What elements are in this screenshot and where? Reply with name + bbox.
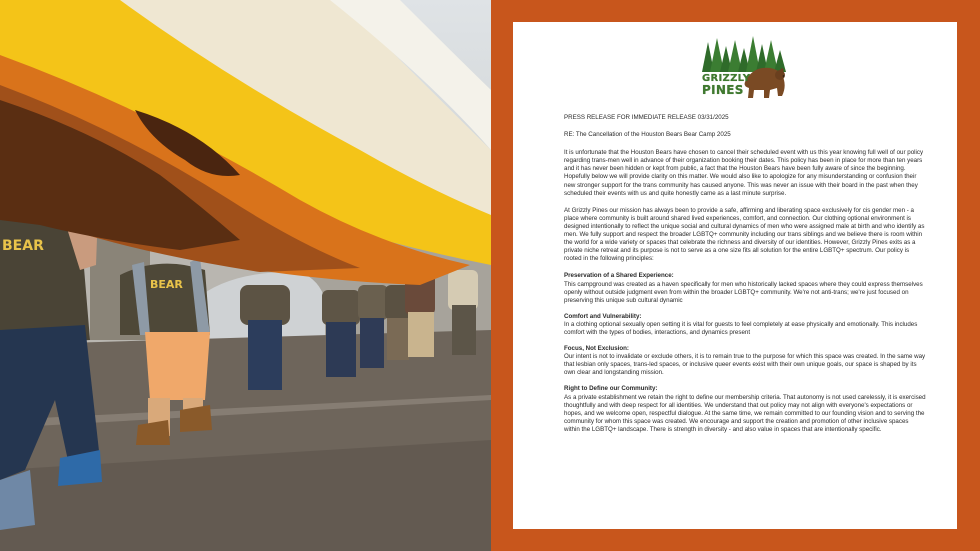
- principle-title: Right to Define our Community:: [564, 385, 658, 393]
- principle-section: [564, 272, 926, 304]
- principle-section: [564, 313, 926, 337]
- press-release-page: [513, 22, 957, 529]
- grizzly-pines-logo: [696, 36, 788, 102]
- logo-line-1: GRIZZLY: [702, 73, 751, 84]
- principle-section: [564, 385, 926, 434]
- shirt-text-left: BEAR: [2, 238, 44, 254]
- principle-title: Focus, Not Exclusion:: [564, 345, 629, 353]
- release-header: PRESS RELEASE FOR IMMEDIATE RELEASE 03/31/2025: [564, 114, 729, 121]
- principle-title: Preservation of a Shared Experience:: [564, 272, 674, 280]
- principle-body: In a clothing optional sexually open setting it is vital for guests to feel completely at ease physically and emotionally. This includes comfort with the types of bodies, interactions, and dynamics present: [564, 320, 918, 336]
- subject-line: RE: The Cancellation of the Houston Bears Bear Camp 2025: [564, 131, 731, 139]
- mission-paragraph: At Grizzly Pines our mission has always been to provide a safe, affirming and liberating space exclusively for cis gender men - a place where community is built around shared lived experiences, comfort, and connection. Our clothing optional environment is designed intentionally to reflect the unique social and cultural dynamics of men who were assigned male at birth and who identify as men. We fully support and respect the broader LGBTQ+ community including our trans siblings and we believe there is room within the world for a wide variety or spaces that celebrate the richness and diversity of our identities. However, Grizzly Pines exits as a private niche retreat and its purpose is not to serve as a one size fits all solution for the entire LGBTQ+ spectrum. Our policy is rooted in the following principles:: [564, 206, 925, 263]
- principle-section: [564, 345, 926, 377]
- intro-paragraph: It is unfortunate that the Houston Bears have chosen to cancel their scheduled event with us this year knowing full well of our policy regarding trans-men well in advance of their organization booking their dates. This policy has been in place for more than ten years and it has never been hidden or kept from public, a fact that the Houston Bears have been fully aware of since the beginning. Hopefully below we will provide clarity on this matter. We would also like to apologize for any misunderstanding or confusion their new stronger support for the trans community has caused anyone. This was never an issue with their board in the past when they scheduled their events with us and quite honestly came as a last minute surprise.: [564, 149, 924, 197]
- principle-body: As a private establishment we retain the right to define our membership criteria. That autonomy is not used carelessly, it is exercised thoughtfully and with deep respect for all identities. We understand that out policy may not align with everyone's expectations or hopes, and we welcome open, respectful dialogue. At the same time, we remain committed to our founding vision and to serving the community for whom this space was created. We encourage and support the creation and promotion of other inclusive spaces within the LGBTQ+ landscape. There is strength in diversity - and also value in spaces that are intentionally specific.: [564, 393, 926, 433]
- logo-line-2: PINES: [702, 83, 744, 97]
- press-release-body: [564, 114, 926, 442]
- shirt-text-center: BEAR: [150, 278, 183, 291]
- principle-body: This campground was created as a haven specifically for men who historically lacked spaces where they could express themselves openly without outside judgment even from within the broader LGBTQ+ community. We're not anti-trans; we're just focused on preserving this unique sub cultural dynamic: [564, 280, 923, 304]
- principle-body: Our intent is not to invalidate or exclude others, it is to remain true to the purpose for which this space was created. In the same way that lesbian only spaces, trans-led spaces, or inclusive queer events exist with their own unique goals, our space is shaped by its own clear and longstanding mission.: [564, 353, 926, 377]
- logo-wordmark: [702, 74, 758, 96]
- document-frame: [491, 0, 980, 551]
- principle-title: Comfort and Vulnerability:: [564, 312, 642, 320]
